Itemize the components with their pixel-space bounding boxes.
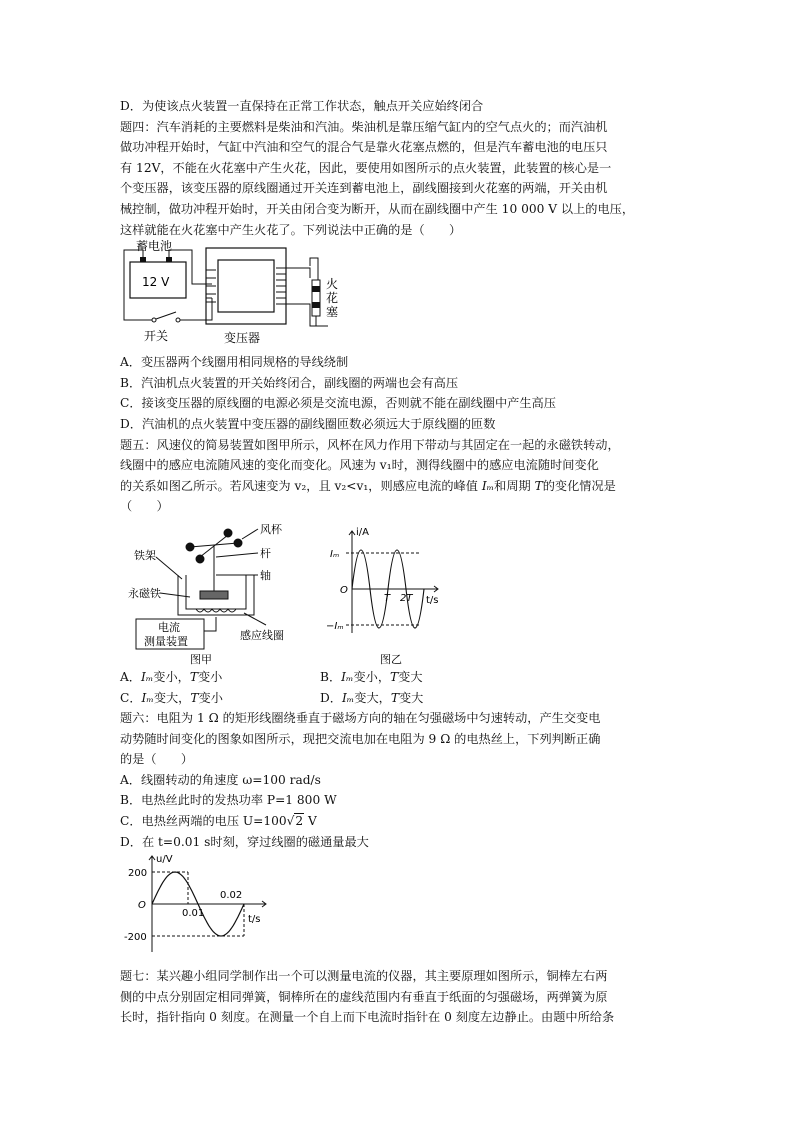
graph-tick-002: 0.02 (220, 890, 243, 902)
spark-plug-label: 花 (326, 291, 339, 306)
sqrt-symbol: √2 (286, 814, 304, 829)
q7-text-line: 侧的中点分别固定相同弹簧，铜棒所在的虚线范围内有垂直于纸面的匀强磁场，两弹簧为原 (120, 989, 608, 1004)
label-device-2: 测量装置 (144, 634, 188, 648)
figure-b-caption: 图乙 (380, 652, 402, 666)
ignition-circuit-figure (120, 240, 680, 352)
label-magnet: 永磁铁 (128, 586, 161, 600)
q6-option-d: D．在 t=0.01 s时刻，穿过线圈的磁通量最大 (120, 834, 369, 849)
label-cup: 风杯 (260, 522, 282, 536)
q5-options-row (120, 667, 680, 688)
q5-option-a: A．Iₘ变小，T变小 (120, 669, 223, 684)
switch-label: 开关 (144, 329, 169, 344)
spark-plug-label: 火 (326, 277, 339, 292)
q6-option-a: A．线圈转动的角速度 ω=100 rad/s (120, 772, 321, 787)
graph-origin: O (138, 900, 146, 912)
q5-text-line: 题五：风速仪的简易装置如图甲所示，风杯在风力作用下带动与其固定在一起的永磁铁转动， (120, 437, 620, 452)
graph-y-min: -200 (124, 932, 147, 944)
label-coil: 感应线圈 (240, 628, 284, 642)
q4-option-a: A．变压器两个线圈用相同规格的导线绕制 (120, 355, 349, 370)
q5-option-d: D．Iₘ变大，T变大 (320, 690, 424, 705)
graph-tick-2T: 2T (400, 592, 413, 604)
question-5 (120, 435, 680, 709)
label-rod: 杆 (260, 546, 271, 560)
document-page (120, 96, 680, 1028)
graph-neg-Im: −Iₘ (326, 620, 344, 632)
figure-a-caption: 图甲 (190, 652, 212, 666)
q5-text-line: 线圈中的感应电流随风速的变化而变化。风速为 v₁时，测得线圈中的感应电流随时间变化 (120, 458, 599, 473)
transformer-label: 变压器 (224, 331, 261, 346)
question-6 (120, 708, 680, 960)
symbol-T: T (534, 478, 543, 493)
spark-plug (312, 280, 320, 316)
q5-option-b: B．Iₘ变小，T变大 (320, 669, 423, 684)
q7-text-line: 题七：某兴趣小组同学制作出一个可以测量电流的仪器，其主要原理如图所示，铜棒左右两 (120, 969, 608, 984)
graph-tick-001: 0.01 (182, 908, 205, 920)
graph-origin: O (340, 584, 348, 596)
label-axis: 轴 (260, 568, 271, 582)
graph-Im: Iₘ (330, 548, 340, 560)
q5-option-c: C．Iₘ变大，T变小 (120, 690, 223, 705)
q4-text-line: 做功冲程开始时，气缸中汽油和空气的混合气是靠火花塞点燃的，但是汽车蓄电池的电压只 (120, 140, 608, 155)
label-device-1: 电流 (158, 620, 180, 634)
q4-option-c: C．接该变压器的原线圈的电源必须是交流电源，否则就不能在副线圈中产生高压 (120, 396, 556, 411)
q5-options-row (120, 688, 680, 709)
graph-y-max: 200 (128, 868, 148, 880)
q4-text-line: 有 12V，不能在火花塞中产生火花，因此，要使用如图所示的点火装置，此装置的核心是一 (120, 160, 612, 175)
wind-gauge-figures (120, 517, 680, 667)
q4-text-line: 题四：汽车消耗的主要燃料是柴油和汽油。柴油机是靠压缩气缸内的空气点火的；而汽油机 (120, 119, 608, 134)
graph-u-label: u/V (156, 854, 173, 866)
label-frame: 铁架 (134, 548, 156, 562)
q4-text-line: 械控制，做功冲程开始时，开关由闭合变为断开，从而在副线圈中产生 10 000 V 以上的电压， (120, 201, 635, 216)
question-7 (120, 966, 680, 1028)
emf-time-graph (124, 852, 424, 960)
figure-b-current-graph (346, 531, 438, 633)
spark-plug-label: 塞 (326, 305, 339, 320)
q4-text-line: 这样就能在火花塞中产生火花了。下列说法中正确的是（ ） (120, 222, 462, 237)
q5-answer-blank: （ ） (120, 499, 169, 514)
q6-text-line: 题六：电阻为 1 Ω 的矩形线圈绕垂直于磁场方向的轴在匀强磁场中匀速转动，产生交变电 (120, 711, 601, 726)
q6-option-c: C．电热丝两端的电压 U=100√2 V (120, 811, 680, 832)
q5-text-line: 的关系如图乙所示。若风速变为 v₂，且 v₂<v₁，则感应电流的峰值 Iₘ和周期 T的变化情况是 (120, 478, 616, 493)
q7-text-line: 长时，指针指向 0 刻度。在测量一个自上而下电流时指针在 0 刻度左边静止。由题中所给条 (120, 1010, 615, 1025)
graph-tick-T: T (384, 592, 391, 604)
symbol-Im: Iₘ (481, 478, 495, 493)
q4-option-d: D．汽油机的点火装置中变压器的副线圈匝数必须远大于原线圈的匝数 (120, 416, 496, 431)
graph-y-label: i/A (356, 526, 369, 538)
q6-option-b: B．电热丝此时的发热功率 P=1 800 W (120, 793, 337, 808)
graph-x-label: t/s (426, 594, 439, 606)
q4-text-line: 个变压器，该变压器的原线圈通过开关连到蓄电池上，副线圈接到火花塞的两端，开关由机 (120, 181, 608, 196)
primary-coil (206, 270, 216, 302)
graph-t-label: t/s (248, 914, 261, 926)
q6-text-line: 的是（ ） (120, 752, 194, 767)
battery-label: 蓄电池 (136, 240, 173, 254)
q6-text-line: 动势随时间变化的图象如图所示，现把交流电加在电阻为 9 Ω 的电热丝上，下列判断正确 (120, 731, 601, 746)
q3-option-d: D．为使该点火装置一直保持在正常工作状态，触点开关应始终闭合 (120, 99, 484, 113)
switch (156, 312, 176, 319)
question-4 (120, 117, 680, 435)
battery-value: 12 V (142, 275, 170, 290)
q4-option-b: B．汽油机点火装置的开关始终闭合，副线圈的两端也会有高压 (120, 375, 459, 390)
